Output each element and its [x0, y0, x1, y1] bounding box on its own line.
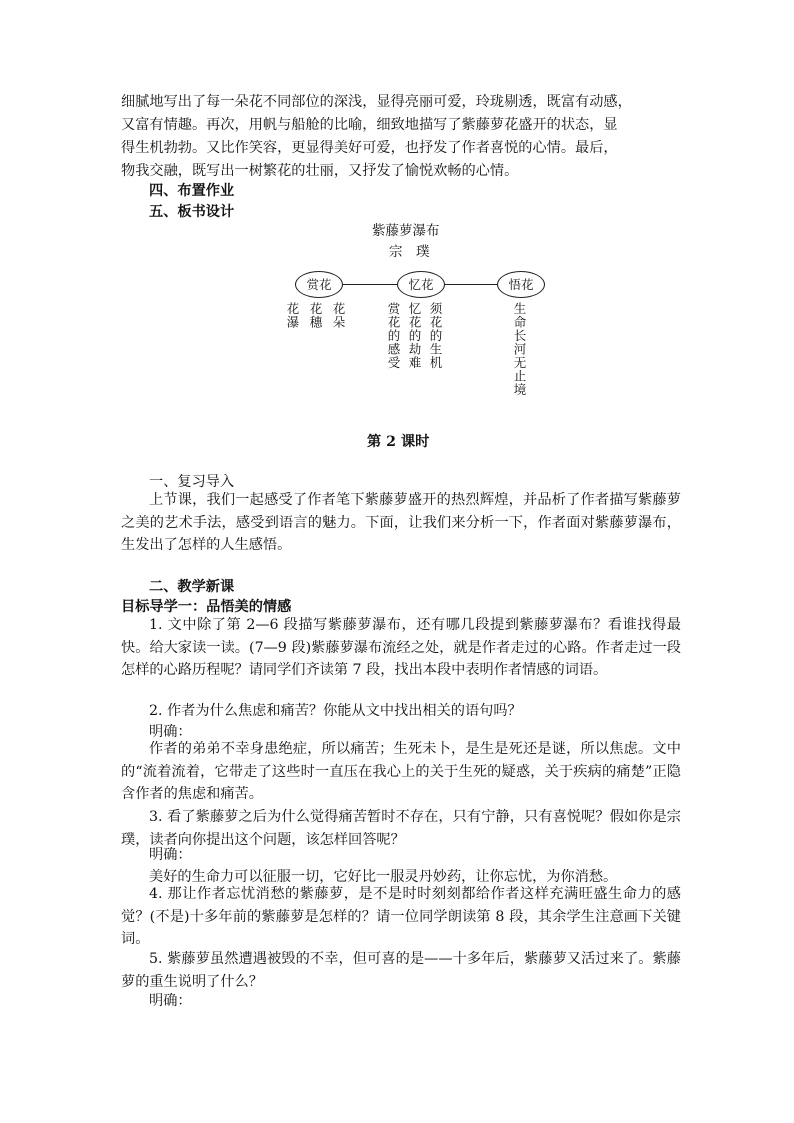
board-col1-item-1: 花瀑 — [285, 302, 300, 329]
node-shanghua: 赏花 — [295, 271, 343, 298]
board-col3: 生命长河无止境 — [512, 302, 527, 397]
answer-2: 作者的弟弟不幸身患绝症，所以痛苦；生死未卜，是生是死还是谜，所以焦虑。文中的“流着流着，它带走了这些时一直压在我心上的关于生死的疑惑，关于疾病的痛楚”正隐含作者的焦虑和痛苦。 — [121, 741, 681, 803]
intro-line-2: 又富有情趣。再次，用帆与船舱的比喻，细致地描写了紫藤萝花盛开的状态，显 — [121, 117, 618, 133]
board-col1-item-3: 花朵 — [331, 302, 346, 329]
node-yihua: 忆花 — [397, 271, 445, 298]
node-wuhua: 悟花 — [497, 271, 545, 298]
question-2: 2. 作者为什么焦虑和痛苦？你能从文中找出相关的语句吗？ — [149, 703, 522, 719]
section-board-heading: 五、板书设计 — [149, 204, 235, 220]
question-3: 3. 看了紫藤萝之后为什么觉得痛苦暂时不存在，只有宁静，只有喜悦呢？假如你是宗璞，读者向你提出这个问题，该怎样回答呢？ — [121, 809, 681, 848]
question-1: 1. 文中除了第 2—6 段描写紫藤萝瀑布，还有哪几段提到紫藤萝瀑布？看谁找得最快。给大家读一读。(7—9 段)紫藤萝瀑布流经之处，就是作者走过的心路。作者走过一段怎样的心路历程呢？请同学们齐读第 7 段，找出本段中表明作者情感的词语。 — [121, 617, 681, 679]
new-lesson-heading: 二、教学新课 — [149, 579, 235, 595]
connector-line-1 — [341, 284, 397, 285]
board-col2-item-2: 忆花的劫难 — [407, 302, 422, 370]
review-heading: 一、复习导入 — [149, 474, 235, 490]
board-author: 宗 璞 — [389, 244, 430, 260]
goal-heading: 目标导学一：品悟美的情感 — [121, 599, 292, 615]
answer-label-1: 明确： — [149, 724, 192, 740]
question-4: 4. 那让作者忘忧消愁的紫藤萝，是不是时时刻刻都给作者这样充满旺盛生命力的感觉？(不是)十多年前的紫藤萝是怎样的？请一位同学朗读第 8 段，其余学生注意画下关键词。 — [121, 886, 681, 948]
board-title: 紫藤萝瀑布 — [372, 223, 440, 239]
intro-line-4: 物我交融，既写出一树繁花的壮丽，又抒发了愉悦欢畅的心情。 — [121, 163, 519, 179]
answer-3: 美好的生命力可以征服一切，它好比一服灵丹妙药，让你忘忧，为你消愁。 — [149, 869, 618, 885]
board-col1-item-2: 花穗 — [308, 302, 323, 329]
intro-line-1: 细腻地写出了每一朵花不同部位的深浅，显得亮丽可爱，玲珑剔透，既富有动感， — [121, 94, 632, 110]
connector-line-2 — [443, 284, 497, 285]
question-5: 5. 紫藤萝虽然遭遇被毁的不幸，但可喜的是——十多年后，紫藤萝又活过来了。紫藤萝的重生说明了什么？ — [121, 951, 681, 990]
answer-label-3: 明确： — [149, 993, 192, 1009]
board-col2-item-3: 须花的生机 — [428, 302, 443, 370]
review-paragraph: 上节课，我们一起感受了作者笔下紫藤萝盛开的热烈辉煌，并品析了作者描写紫藤萝之美的艺术手法，感受到语言的魅力。下面，让我们来分析一下，作者面对紫藤萝瀑布，生发出了怎样的人生感悟。 — [121, 492, 681, 554]
section-homework-heading: 四、布置作业 — [149, 183, 235, 199]
intro-line-3: 得生机勃勃。又比作笑容，更显得美好可爱，也抒发了作者喜悦的心情。最后， — [121, 140, 618, 156]
answer-label-2: 明确： — [149, 847, 192, 863]
lesson2-title: 第 2 课时 — [367, 434, 430, 450]
board-col2-item-1: 赏花的感受 — [386, 302, 401, 370]
